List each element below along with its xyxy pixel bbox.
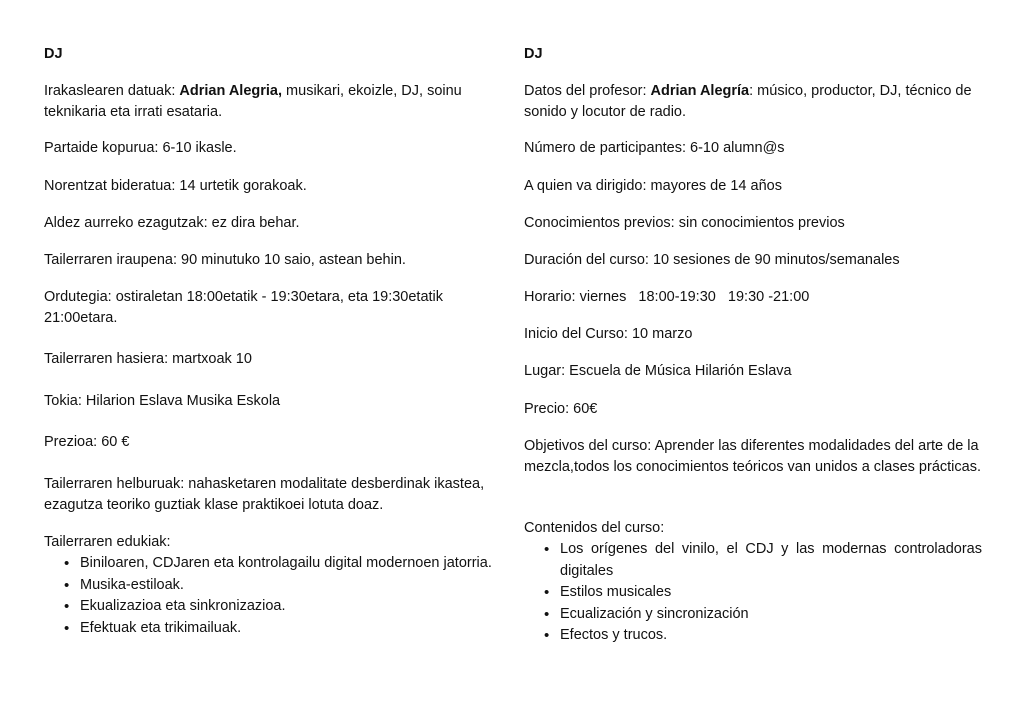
basque-audience: Norentzat bideratua: 14 urtetik gorakoak.	[44, 178, 307, 194]
teacher-label: Irakaslearen datuak:	[44, 83, 180, 99]
basque-contents	[44, 532, 492, 639]
list-item: • Los orígenes del vinilo, el CDJ y las modernas controladoras digitales	[524, 539, 982, 582]
spanish-start: Inicio del Curso: 10 marzo	[524, 326, 693, 342]
spanish-contents	[524, 518, 982, 647]
basque-start: Tailerraren hasiera: martxoak 10	[44, 351, 252, 367]
basque-schedule: Ordutegia: ostiraletan 18:00etatik - 19:30etara, eta 19:30etatik 21:00etara.	[44, 289, 444, 326]
spanish-prior: Conocimientos previos: sin conocimientos previos	[524, 215, 845, 231]
basque-title: DJ	[44, 46, 63, 62]
list-item: • Ecualización y sincronización	[524, 604, 982, 626]
basque-goals: Tailerraren helburuak: nahasketaren modalitate desberdinak ikastea, ezagutza teoriko guztiak klase praktikoei lotuta doaz.	[44, 476, 485, 513]
list-item: • Efectos y trucos.	[524, 625, 982, 647]
list-item: • Musika-estiloak.	[44, 575, 492, 597]
basque-place: Tokia: Hilarion Eslava Musika Eskola	[44, 393, 281, 409]
basque-duration: Tailerraren iraupena: 90 minutuko 10 saio, astean behin.	[44, 252, 406, 268]
basque-price: Prezioa: 60 €	[44, 434, 130, 450]
basque-prior: Aldez aurreko ezagutzak: ez dira behar.	[44, 215, 300, 231]
teacher-label: Datos del profesor:	[524, 83, 651, 99]
list-item: • Efektuak eta trikimailuak.	[44, 618, 492, 640]
teacher-name: Adrian Alegria,	[179, 83, 283, 99]
basque-teacher	[44, 81, 492, 123]
basque-participants: Partaide kopurua: 6-10 ikasle.	[44, 140, 237, 156]
basque-contents-list	[44, 553, 492, 639]
spanish-place: Lugar: Escuela de Música Hilarión Eslava	[524, 363, 792, 379]
teacher-desc: : músico, productor, DJ, técnico de sonido y locutor de radio.	[524, 83, 972, 120]
spanish-contents-list	[524, 539, 982, 647]
spanish-teacher	[524, 81, 982, 123]
list-item: • Ekualizazioa eta sinkronizazioa.	[44, 596, 492, 618]
spanish-schedule: Horario: viernes 18:00-19:30 19:30 -21:00	[524, 289, 810, 305]
teacher-desc: musikari, ekoizle, DJ, soinu teknikaria eta irrati esataria.	[44, 83, 462, 120]
basque-contents-label: Tailerraren edukiak:	[44, 534, 171, 550]
teacher-name: Adrian Alegría	[650, 83, 750, 99]
spanish-duration: Duración del curso: 10 sesiones de 90 minutos/semanales	[524, 252, 900, 268]
spanish-participants: Número de participantes: 6-10 alumn@s	[524, 140, 785, 156]
list-item: • Biniloaren, CDJaren eta kontrolagailu digital modernoen jatorria.	[44, 553, 492, 575]
spanish-title: DJ	[524, 46, 543, 62]
list-item: • Estilos musicales	[524, 582, 982, 604]
spanish-price: Precio: 60€	[524, 401, 598, 417]
spanish-audience: A quien va dirigido: mayores de 14 años	[524, 178, 782, 194]
spanish-goals: Objetivos del curso: Aprender las diferentes modalidades del arte de la mezcla,todos los conocimientos teóricos van unidos a clases prácticas.	[524, 438, 981, 475]
spanish-contents-label: Contenidos del curso:	[524, 520, 665, 536]
